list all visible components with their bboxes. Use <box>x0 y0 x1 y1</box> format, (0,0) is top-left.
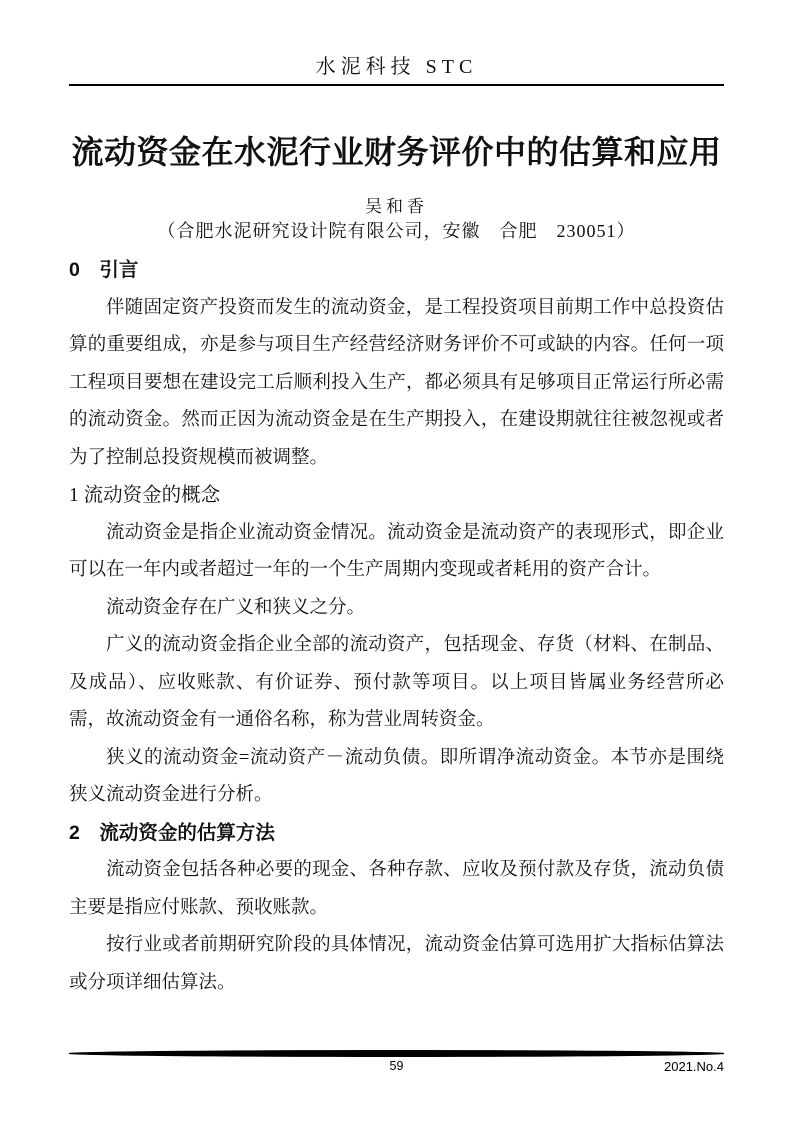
article-title: 流动资金在水泥行业财务评价中的估算和应用 <box>71 134 722 170</box>
author-name: 吴和香 <box>365 197 428 216</box>
author-affiliation: （合肥水泥研究设计院有限公司，安徽 合肥 230051） <box>157 221 636 241</box>
header-rule <box>69 84 724 86</box>
paragraph: 狭义的流动资金=流动资产－流动负债。即所谓净流动资金。本节亦是围绕狭义流动资金进行分析。 <box>69 747 724 805</box>
article-body <box>69 252 724 1002</box>
footer <box>69 1059 724 1077</box>
footer-bar <box>69 1050 724 1057</box>
paragraph: 流动资金存在广义和狭义之分。 <box>106 597 366 618</box>
paragraph: 按行业或者前期研究阶段的具体情况，流动资金估算可选用扩大指标估算法或分项详细估算法。 <box>69 935 724 993</box>
section-heading-2: 2 流动资金的估算方法 <box>69 821 275 844</box>
paragraph: 伴随固定资产投资而发生的流动资金，是工程投资项目前期工作中总投资估算的重要组成，亦是参与项目生产经营经济财务评价不可或缺的内容。任何一项工程项目要想在建设完工后顺利投入生产，都必须具有足够项目正常运行所必需的流动资金。然而正因为流动资金是在生产期投入，在建设期就往往被忽视或者为了控制总投资规模而被调整。 <box>69 297 724 468</box>
issue-number: 2021.No.4 <box>664 1059 724 1074</box>
page-number: 59 <box>389 1059 404 1073</box>
paragraph: 流动资金是指企业流动资金情况。流动资金是流动资产的表现形式，即企业可以在一年内或者超过一年的一个生产周期内变现或者耗用的资产合计。 <box>69 522 724 580</box>
section-heading-0: 0 引言 <box>69 259 139 281</box>
section-heading-1: 1 流动资金的概念 <box>69 485 221 506</box>
journal-header: 水泥科技 STC <box>315 56 478 78</box>
paragraph: 流动资金包括各种必要的现金、各种存款、应收及预付款及存货，流动负债主要是指应付账款、预收账款。 <box>69 860 724 918</box>
paragraph: 广义的流动资金指企业全部的流动资产，包括现金、存货（材料、在制品、及成品）、应收账款、有价证券、预付款等项目。以上项目皆属业务经营所必需，故流动资金有一通俗名称，称为营业周转资金。 <box>69 635 724 730</box>
